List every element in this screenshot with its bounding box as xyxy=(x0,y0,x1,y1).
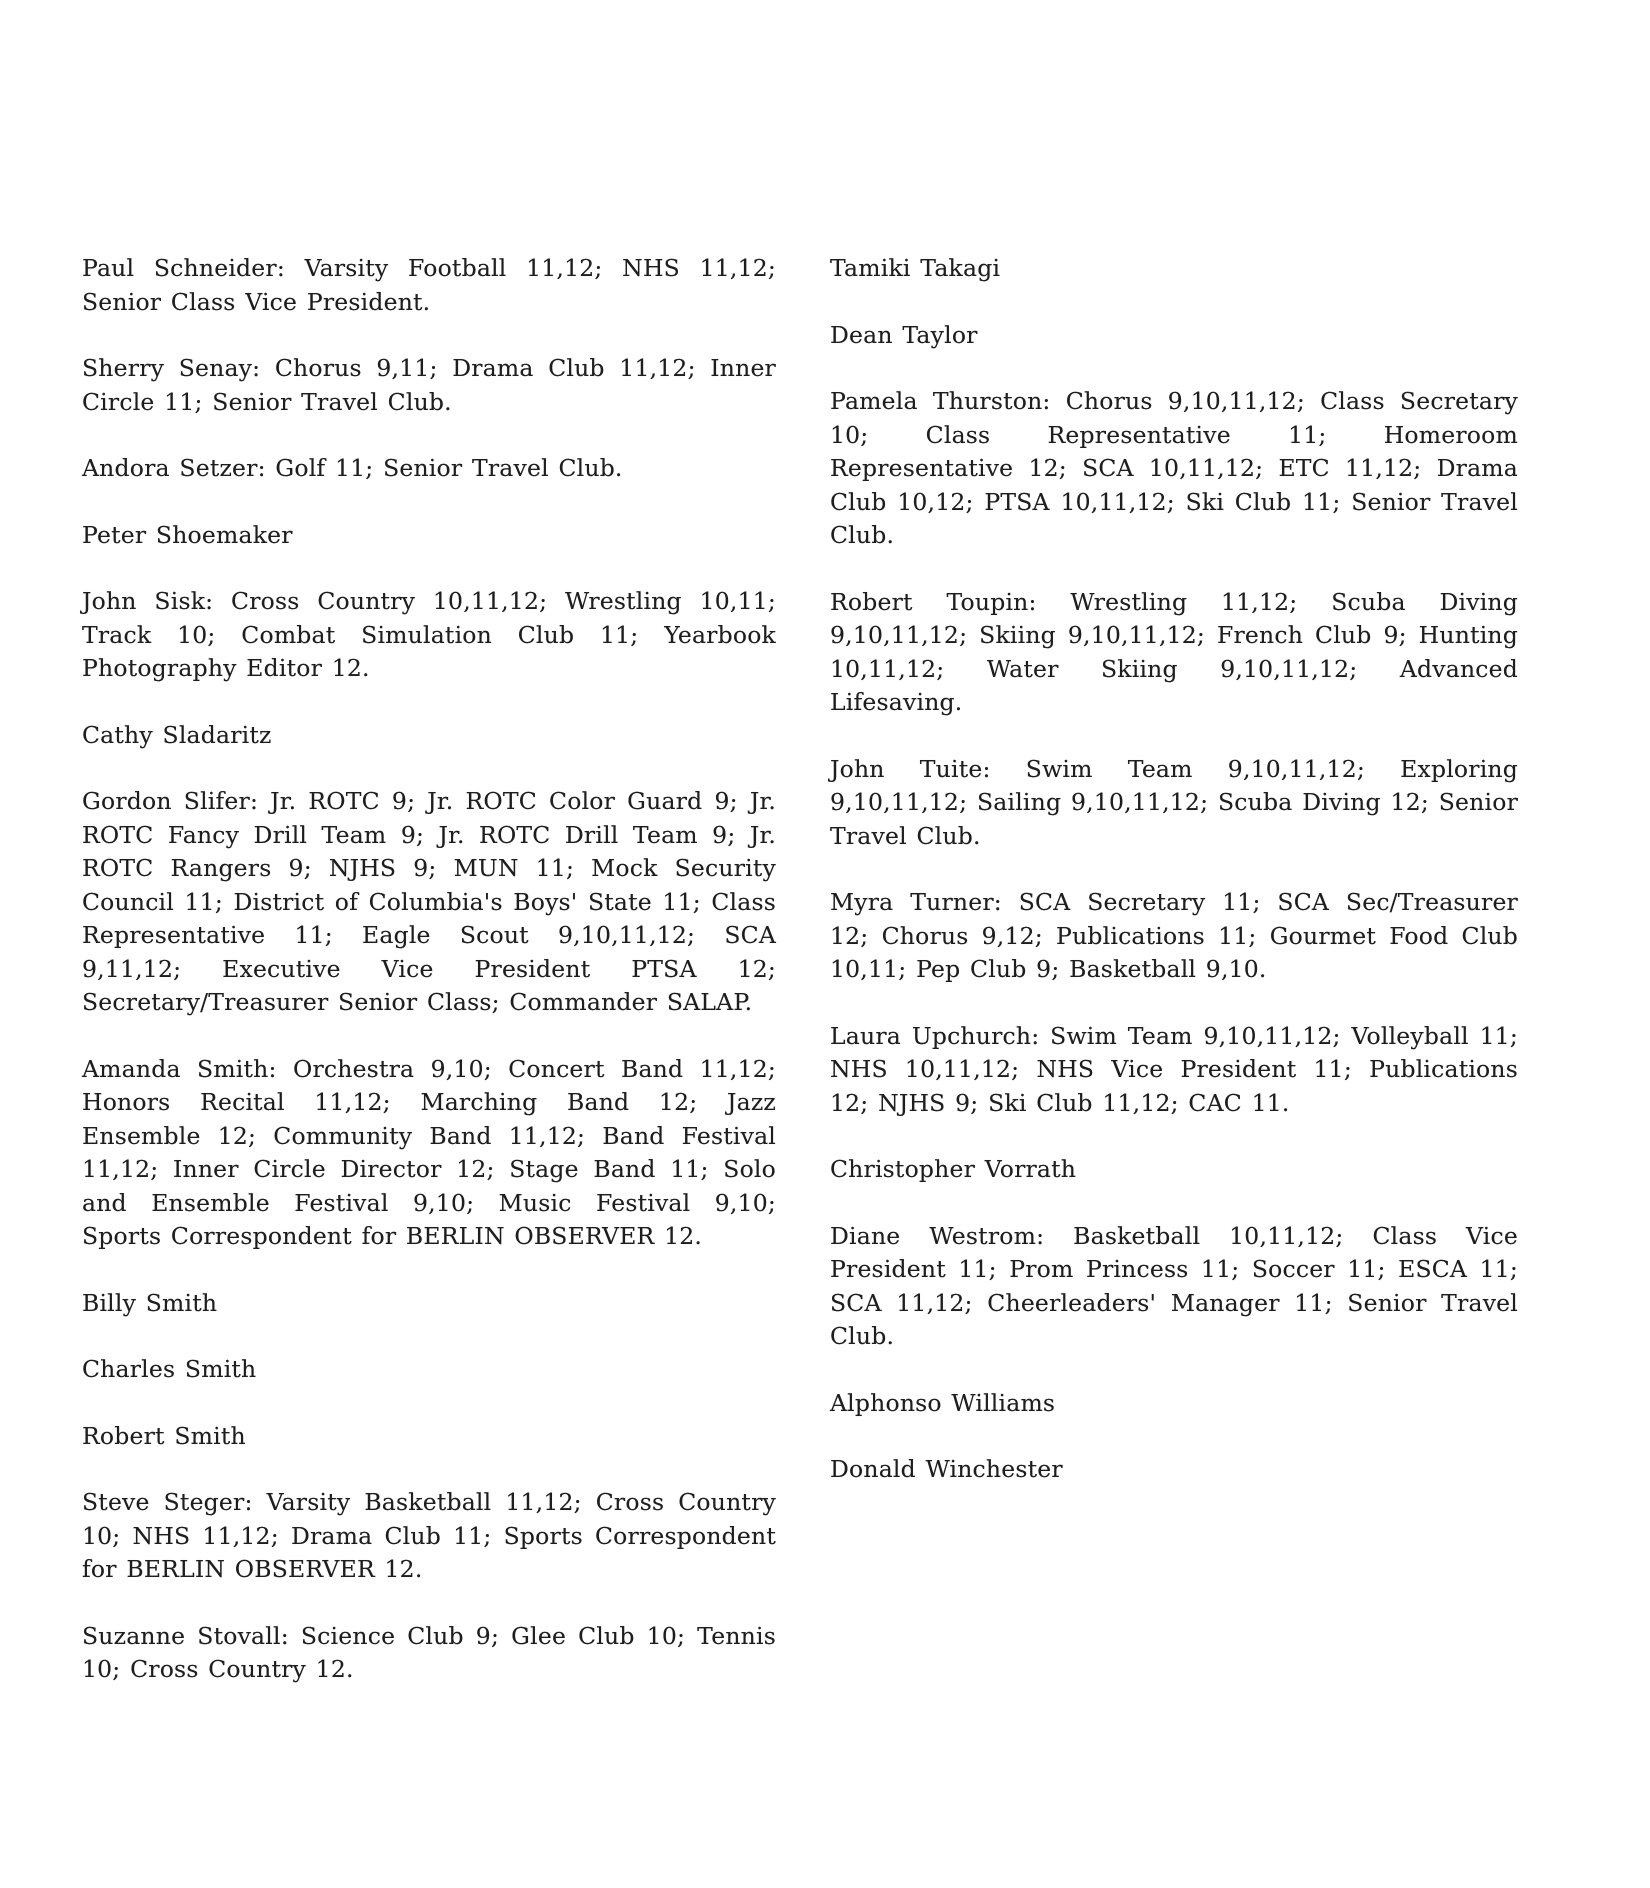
directory-entry: Charles Smith xyxy=(82,1355,257,1383)
column-left xyxy=(82,252,776,1687)
directory-entry: Dean Taylor xyxy=(830,320,978,349)
directory-entry: Sherry Senay: Chorus 9,11; Drama Club 11,12; Inner Circle 11; Senior Travel Club. xyxy=(82,354,776,416)
directory-entry: Amanda Smith: Orchestra 9,10; Concert Band 11,12; Honors Recital 11,12; Marching Band 12; Jazz Ensemble 12; Community Band 11,12; Band Festival 11,12; Inner Circle Director 12; Stage Band 11; Solo and Ensemble Festival 9,10; Music Festival 9,10; Sports Correspondent for BERLIN OBSERVER 12. xyxy=(82,1054,776,1250)
directory-entry: Billy Smith xyxy=(82,1288,218,1317)
directory-entry: Peter Shoemaker xyxy=(82,520,293,549)
column-right xyxy=(830,252,1518,1487)
directory-entry: Paul Schneider: Varsity Football 11,12; NHS 11,12; Senior Class Vice President. xyxy=(82,254,776,316)
directory-entry: Pamela Thurston: Chorus 9,10,11,12; Class Secretary 10; Class Representative 11; Homeroom Representative 12; SCA 10,11,12; ETC 11,12; Drama Club 10,12; PTSA 10,11,12; Ski Club 11; Senior Travel Club. xyxy=(830,387,1518,549)
directory-entry: Laura Upchurch: Swim Team 9,10,11,12; Volleyball 11; NHS 10,11,12; NHS Vice President 11; Publications 12; NJHS 9; Ski Club 11,12; CAC 11. xyxy=(830,1021,1518,1117)
directory-entry: Gordon Slifer: Jr. ROTC 9; Jr. ROTC Color Guard 9; Jr. ROTC Fancy Drill Team 9; Jr. ROTC Drill Team 9; Jr. ROTC Rangers 9; NJHS 9; MUN 11; Mock Security Council 11; District of Columbia's Boys' State 11; Class Representative 11; Eagle Scout 9,10,11,12; SCA 9,11,12; Executive Vice President PTSA 12; Secretary/Treasurer Senior Class; Commander SALAP. xyxy=(82,787,776,1016)
directory-entry: Cathy Sladaritz xyxy=(82,720,272,749)
directory-entry: John Sisk: Cross Country 10,11,12; Wrestling 10,11; Track 10; Combat Simulation Club 11; Yearbook Photography Editor 12. xyxy=(82,587,776,682)
directory-entry: Myra Turner: SCA Secretary 11; SCA Sec/Treasurer 12; Chorus 9,12; Publications 11; Gourmet Food Club 10,11; Pep Club 9; Basketball 9,10. xyxy=(830,888,1518,983)
directory-entry: Diane Westrom: Basketball 10,11,12; Class Vice President 11; Prom Princess 11; Soccer 11; ESCA 11; SCA 11,12; Cheerleaders' Manager 11; Senior Travel Club. xyxy=(830,1221,1518,1350)
directory-entry: Suzanne Stovall: Science Club 9; Glee Club 10; Tennis 10; Cross Country 12. xyxy=(82,1621,776,1683)
directory-entry: Steve Steger: Varsity Basketball 11,12; Cross Country 10; NHS 11,12; Drama Club 11; Sports Correspondent for BERLIN OBSERVER 12. xyxy=(82,1488,776,1583)
directory-entry: Robert Smith xyxy=(82,1421,246,1450)
directory-entry: Christopher Vorrath xyxy=(830,1155,1077,1183)
directory-entry: Alphonso Williams xyxy=(830,1388,1056,1417)
directory-entry: John Tuite: Swim Team 9,10,11,12; Exploring 9,10,11,12; Sailing 9,10,11,12; Scuba Diving 12; Senior Travel Club. xyxy=(830,754,1518,850)
directory-entry: Donald Winchester xyxy=(830,1455,1063,1483)
directory-entry: Andora Setzer: Golf 11; Senior Travel Club. xyxy=(82,454,623,482)
directory-entry: Robert Toupin: Wrestling 11,12; Scuba Diving 9,10,11,12; Skiing 9,10,11,12; French Club 9; Hunting 10,11,12; Water Skiing 9,10,11,12; Advanced Lifesaving. xyxy=(830,587,1518,716)
directory-entry: Tamiki Takagi xyxy=(830,254,1001,282)
